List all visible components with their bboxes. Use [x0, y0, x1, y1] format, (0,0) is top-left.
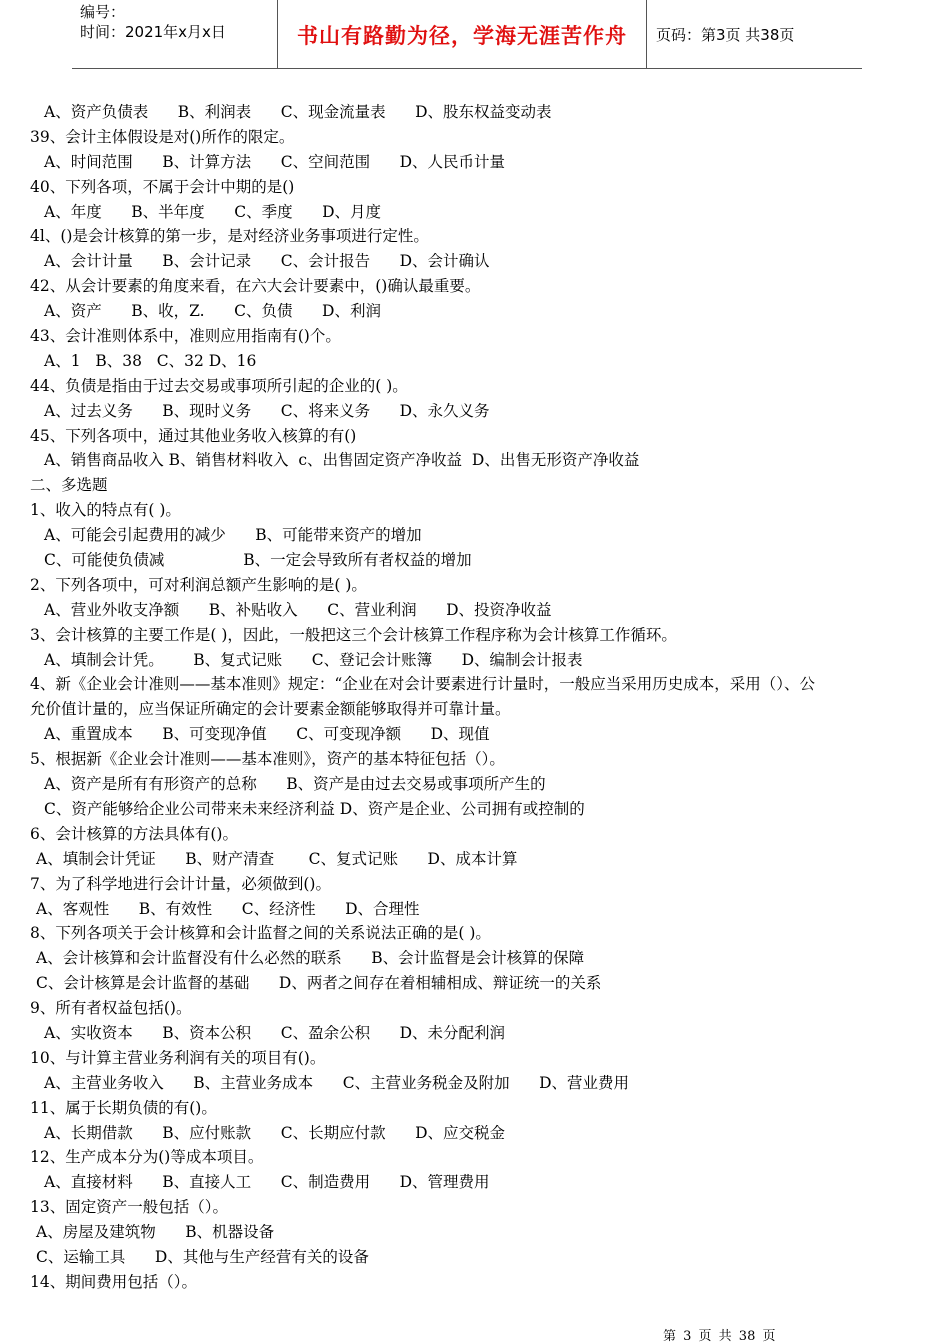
options-line: A、客观性 B、有效性 C、经济性 D、合理性: [36, 899, 420, 918]
question-line: 4、新《企业会计准则——基本准则》规定：“企业在对会计要素进行计量时，一般应当采用历史成本，采用（）、公: [30, 675, 816, 694]
options-line: A、营业外收支净额 B、补贴收入 C、营业利润 D、投资净收益: [44, 600, 552, 619]
question-line: 1、收入的特点有( )。: [30, 501, 181, 520]
options-line: C、可能使负债减 B、一定会导致所有者权益的增加: [44, 551, 472, 570]
options-line: A、填制会计凭。 B、复式记账 C、登记会计账簿 D、编制会计报表: [44, 650, 583, 669]
question-line: 12、生产成本分为()等成本项目。: [30, 1148, 264, 1167]
header-divider: [646, 0, 647, 68]
question-line: 45、下列各项中，通过其他业务收入核算的有(): [30, 426, 357, 445]
options-line: A、填制会计凭证 B、财产清查 C、复式记账 D、成本计算: [36, 849, 518, 868]
question-line: 7、为了科学地进行会计计量，必须做到()。: [30, 874, 331, 893]
options-line: A、资产是所有有形资产的总称 B、资产是由过去交易或事项所产生的: [44, 775, 546, 794]
options-line: C、会计核算是会计监督的基础 D、两者之间存在着相辅相成、辩证统一的关系: [36, 974, 602, 993]
question-line: 13、固定资产一般包括（）。: [30, 1198, 228, 1217]
options-line: A、长期借款 B、应付账款 C、长期应付款 D、应交税金: [44, 1123, 506, 1142]
options-line: A、可能会引起费用的减少 B、可能带来资产的增加: [44, 526, 422, 545]
options-line: A、会计计量 B、会计记录 C、会计报告 D、会计确认: [44, 252, 490, 271]
question-line: 39、会计主体假设是对()所作的限定。: [30, 127, 295, 146]
question-line: 40、下列各项，不属于会计中期的是(): [30, 177, 295, 196]
options-line: A、时间范围 B、计算方法 C、空间范围 D、人民币计量: [44, 152, 506, 171]
options-line: C、运输工具 D、其他与生产经营有关的设备: [36, 1247, 369, 1266]
options-line: A、主营业务收入 B、主营业务成本 C、主营业务税金及附加 D、营业费用: [44, 1073, 630, 1092]
question-line: 42、从会计要素的角度来看，在六大会计要素中，()确认最重要。: [30, 277, 481, 296]
question-line: 8、下列各项关于会计核算和会计监督之间的关系说法正确的是( )。: [30, 924, 491, 943]
question-line: 5、根据新《企业会计准则——基本准则》，资产的基本特征包括（）。: [30, 750, 505, 769]
header-page-info: 页码：第3页 共38页: [656, 26, 795, 44]
header-meta: [80, 2, 275, 42]
question-line: 43、会计准则体系中，准则应用指南有()个。: [30, 327, 341, 346]
question-line: 10、与计算主营业务利润有关的项目有()。: [30, 1048, 326, 1067]
question-line: 9、所有者权益包括()。: [30, 999, 192, 1018]
options-line: A、过去义务 B、现时义务 C、将来义务 D、永久义务: [44, 401, 490, 420]
options-line: C、资产能够给企业公司带来未来经济利益 D、资产是企业、公司拥有或控制的: [44, 799, 585, 818]
options-line: A、销售商品收入 B、销售材料收入 c、出售固定资产净收益 D、出售无形资产净收益: [44, 451, 640, 470]
question-line: 11、属于长期负债的有()。: [30, 1098, 217, 1117]
options-line: A、直接材料 B、直接人工 C、制造费用 D、管理费用: [44, 1173, 490, 1192]
options-line: A、资产负债表 B、利润表 C、现金流量表 D、股东权益变动表: [44, 103, 552, 121]
options-line: A、会计核算和会计监督没有什么必然的联系 B、会计监督是会计核算的保障: [36, 949, 585, 968]
header-motto: 书山有路勤为径，学海无涯苦作舟: [297, 24, 627, 48]
header-number-label: 编号：: [80, 3, 126, 21]
question-line: 2、下列各项中，可对利润总额产生影响的是( )。: [30, 575, 367, 594]
question-line: 14、期间费用包括（）。: [30, 1272, 197, 1291]
page-footer: 第 3 页 共 38 页: [663, 1329, 776, 1344]
question-line: 二、多选题: [30, 476, 108, 495]
options-line: A、年度 B、半年度 C、季度 D、月度: [44, 202, 382, 221]
question-line: 44、负债是指由于过去交易或事项所引起的企业的( )。: [30, 376, 408, 395]
header-time-label: 时间：2021年x月x日: [80, 23, 226, 41]
options-line: A、房屋及建筑物 B、机器设备: [36, 1223, 275, 1242]
options-line: A、1 B、38 C、32 D、16: [44, 351, 257, 370]
question-line: 3、会计核算的主要工作是( )，因此，一般把这三个会计核算工作程序称为会计核算工作循环。: [30, 625, 677, 644]
options-line: A、资产 B、收，Z. C、负债 D、利润: [44, 302, 381, 321]
question-line: 4l、()是会计核算的第一步，是对经济业务事项进行定性。: [30, 227, 429, 246]
options-line: A、实收资本 B、资本公积 C、盈余公积 D、未分配利润: [44, 1023, 506, 1042]
question-line: 6、会计核算的方法具体有()。: [30, 824, 238, 843]
page-header: [72, 0, 862, 69]
document-body: [30, 100, 910, 1295]
options-line: A、重置成本 B、可变现净值 C、可变现净额 D、现值: [44, 725, 490, 744]
question-line: 允价值计量的，应当保证所确定的会计要素金额能够取得并可靠计量。: [30, 700, 511, 719]
